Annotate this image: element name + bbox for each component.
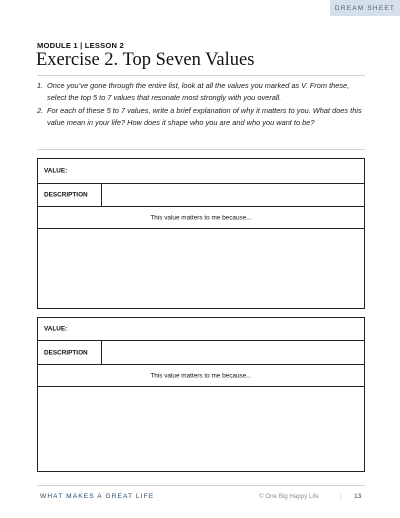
instruction-number: 1.: [37, 81, 44, 90]
value-row[interactable]: [38, 159, 364, 184]
footer-divider: [37, 485, 365, 486]
value-card: [37, 158, 365, 309]
footer-copyright: © One Big Happy Life: [259, 493, 319, 500]
instruction-number: 2.: [37, 105, 44, 115]
dream-sheet-tag: DREAM SHEET: [330, 0, 400, 16]
page-number: 13: [354, 493, 362, 500]
answer-area[interactable]: [38, 387, 364, 471]
matters-row: [38, 207, 364, 229]
instructions-divider: [37, 149, 365, 150]
description-label: DESCRIPTION: [44, 349, 88, 356]
description-divider: [101, 341, 102, 364]
description-row: [38, 341, 364, 365]
value-card: [37, 317, 365, 472]
answer-area[interactable]: [38, 229, 364, 308]
instruction-text: Once you’ve gone through the entire list, look at all the values you marked as V. From these, select the top 5 to 7 values that resonate most strongly with you overall.: [47, 81, 350, 103]
description-divider: [101, 184, 102, 206]
instructions-list: [37, 80, 367, 130]
description-label: DESCRIPTION: [44, 191, 88, 199]
value-label: VALUE:: [44, 325, 68, 333]
description-row: [38, 184, 364, 207]
value-row[interactable]: [38, 318, 364, 341]
module-label: MODULE 1 | LESSON 2: [37, 41, 124, 50]
instruction-item: [37, 80, 367, 105]
matters-row: [38, 365, 364, 387]
matters-label: This value matters to me because...: [150, 214, 252, 221]
instruction-text: For each of these 5 to 7 values, write a brief explanation of why it matters to you. What does this value mean in your life? How does it shape who you are and who you want to be?: [47, 105, 362, 128]
title-divider: [37, 75, 365, 76]
value-label: VALUE:: [44, 167, 68, 175]
instruction-item: [37, 105, 367, 130]
footer-section-title: WHAT MAKES A GREAT LIFE: [40, 493, 155, 500]
footer-separator: |: [340, 493, 342, 500]
matters-label: This value matters to me because...: [150, 372, 252, 379]
page-title: Exercise 2. Top Seven Values: [36, 50, 255, 70]
